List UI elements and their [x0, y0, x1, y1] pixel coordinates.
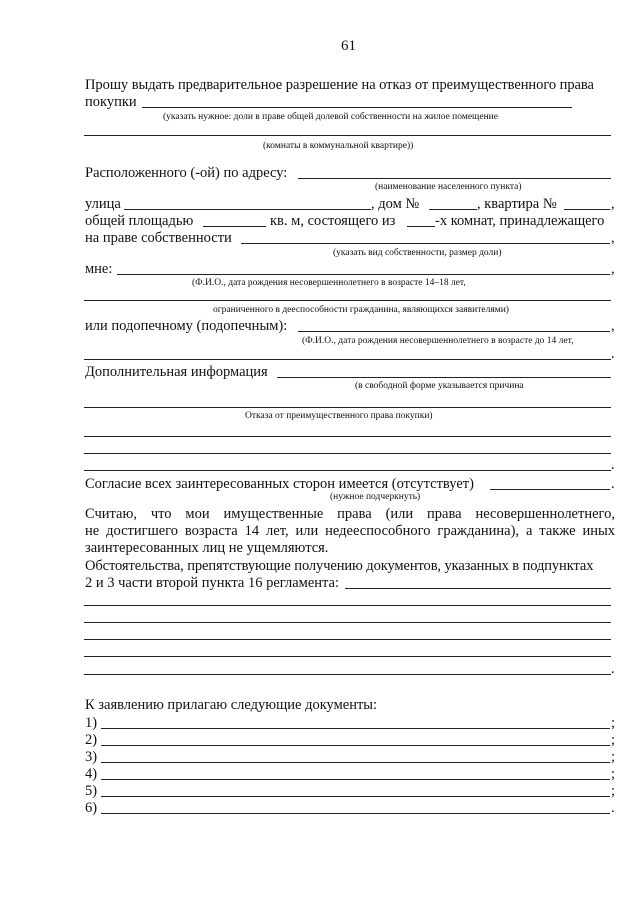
dot: .	[611, 661, 615, 677]
request-hint-1: (указать нужное: доли в праве общей долевой собственности на жилое помещение	[163, 112, 498, 122]
consent-field[interactable]	[490, 489, 610, 490]
semicolon: ;	[611, 749, 616, 765]
attachment-field-5[interactable]	[101, 796, 610, 797]
request-object-field-2[interactable]	[84, 135, 611, 136]
comma: ,	[611, 230, 615, 246]
ownership-hint: (указать вид собственности, размер доли)	[333, 248, 502, 258]
me-field-2[interactable]	[84, 300, 611, 301]
attachment-number: 4)	[85, 766, 98, 782]
address-label: Расположенного (-ой) по адресу:	[85, 165, 288, 181]
dot: .	[611, 476, 615, 492]
area-label: общей площадью	[85, 213, 194, 229]
street-field[interactable]	[124, 209, 371, 210]
attachment-number: 6)	[85, 800, 98, 816]
dot: .	[611, 800, 615, 816]
consent-text: Согласие всех заинтересованных сторон имеется (отсутствует)	[85, 476, 474, 492]
apartment-label: , квартира №	[477, 196, 557, 212]
statement-line-1: Считаю, что мои имущественные права (или права несовершеннолетнего,	[85, 506, 615, 522]
request-hint-2: (комнаты в коммунальной квартире))	[263, 141, 414, 151]
additional-field-4[interactable]	[84, 453, 611, 454]
locality-hint: (наименование населенного пункта)	[375, 182, 522, 192]
obstacles-field-4[interactable]	[84, 639, 611, 640]
me-label: мне:	[85, 261, 113, 277]
attachment-number: 3)	[85, 749, 98, 765]
semicolon: ;	[611, 732, 616, 748]
semicolon: ;	[611, 715, 616, 731]
attachment-number: 5)	[85, 783, 98, 799]
area-field[interactable]	[203, 226, 266, 227]
attachment-number: 1)	[85, 715, 98, 731]
ownership-label: на праве собственности	[85, 230, 232, 246]
rooms-text: -х комнат, принадлежащего	[435, 213, 605, 229]
obstacles-line-2: 2 и 3 части второй пункта 16 регламента:	[85, 575, 340, 591]
locality-field[interactable]	[298, 178, 611, 179]
attachment-field-1[interactable]	[101, 728, 610, 729]
obstacles-field-3[interactable]	[84, 622, 611, 623]
additional-hint-1: (в свободной форме указывается причина	[355, 381, 524, 391]
area-text: кв. м, состоящего из	[270, 213, 396, 229]
consent-hint: (нужное подчеркнуть)	[330, 492, 421, 502]
house-label: , дом №	[371, 196, 420, 212]
comma: ,	[611, 318, 615, 334]
semicolon: ;	[611, 783, 616, 799]
semicolon: ;	[611, 766, 616, 782]
additional-hint-2: Отказа от преимущественного права покупки)	[245, 411, 433, 421]
obstacles-field-2[interactable]	[84, 605, 611, 606]
ward-label: или подопечному (подопечным):	[85, 318, 288, 334]
additional-field-5[interactable]	[84, 470, 611, 471]
dot: .	[611, 457, 615, 473]
apartment-field[interactable]	[564, 209, 610, 210]
me-field[interactable]	[117, 274, 610, 275]
obstacles-field[interactable]	[345, 588, 611, 589]
attachment-number: 2)	[85, 732, 98, 748]
rooms-field[interactable]	[407, 226, 435, 227]
additional-field-2[interactable]	[84, 407, 611, 408]
additional-field-3[interactable]	[84, 436, 611, 437]
attachment-field-3[interactable]	[101, 762, 610, 763]
attachment-field-4[interactable]	[101, 779, 610, 780]
obstacles-line-1: Обстоятельства, препятствующие получению документов, указанных в подпунктах	[85, 558, 594, 574]
request-purchase-label: покупки	[85, 94, 137, 110]
statement-line-3: заинтересованных лиц не ущемляются.	[85, 540, 329, 556]
ward-hint: (Ф.И.О., дата рождения несовершеннолетнего в возрасте до 14 лет,	[302, 336, 574, 346]
me-hint-2: ограниченного в дееспособности гражданина, являющихся заявителями)	[213, 305, 509, 315]
page-number: 61	[341, 38, 356, 54]
ownership-field[interactable]	[241, 243, 610, 244]
comma: ,	[611, 261, 615, 277]
request-line-1: Прошу выдать предварительное разрешение на отказ от преимущественного права	[85, 77, 594, 93]
ward-field-2[interactable]	[84, 359, 611, 360]
me-hint-1: (Ф.И.О., дата рождения несовершеннолетнего в возрасте 14–18 лет,	[192, 278, 466, 288]
comma: ,	[611, 196, 615, 212]
attachment-field-2[interactable]	[101, 745, 610, 746]
request-object-field[interactable]	[142, 107, 572, 108]
attachment-field-6[interactable]	[101, 813, 610, 814]
obstacles-field-6[interactable]	[84, 674, 611, 675]
attachments-title: К заявлению прилагаю следующие документы:	[85, 697, 378, 713]
ward-field[interactable]	[298, 331, 610, 332]
additional-field[interactable]	[277, 377, 611, 378]
additional-label: Дополнительная информация	[85, 364, 268, 380]
statement-line-2: не достигшего возраста 14 лет, или недееспособного гражданина), а также иных	[85, 523, 615, 539]
dot: .	[611, 346, 615, 362]
house-field[interactable]	[429, 209, 477, 210]
street-label: улица	[85, 196, 121, 212]
obstacles-field-5[interactable]	[84, 656, 611, 657]
